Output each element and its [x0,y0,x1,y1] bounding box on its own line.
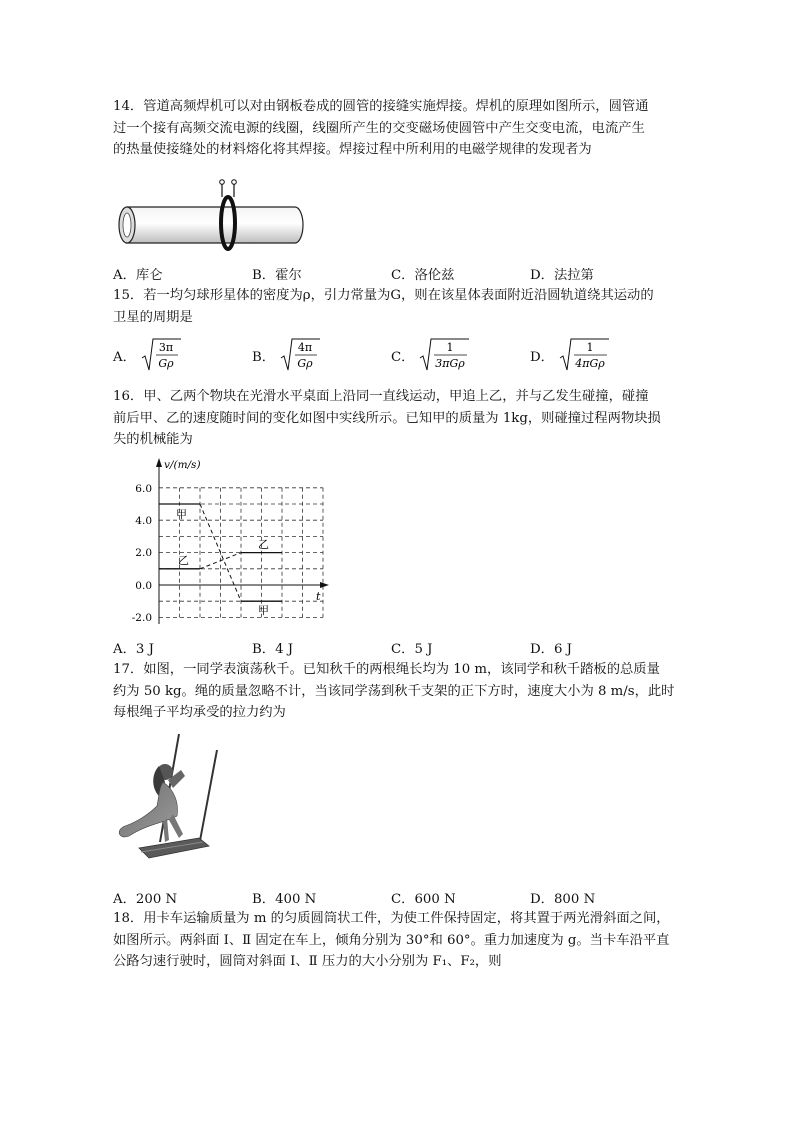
option-b[interactable]: B．4 J [252,642,294,657]
numerator: 1 [586,341,594,354]
options-15 [113,336,693,376]
options-14 [113,264,693,284]
question-line: 卫星的周期是 [113,309,193,325]
y-axis-arrow [156,458,162,467]
question-16 [113,386,688,451]
denominator: Gρ [158,357,174,370]
series-label-jia: 甲 [176,508,187,521]
denominator: Gρ [297,357,313,370]
option-a[interactable]: A．库仑 [113,268,163,283]
question-18 [113,908,688,973]
option-c[interactable] [391,336,470,374]
question-line: 18．用卡车运输质量为 m 的匀质圆筒状工件，为使工件保持固定，将其置于两光滑斜面之间， [113,911,670,926]
option-letter: B． [252,349,276,365]
option-a[interactable]: A．3 J [113,642,154,657]
question-line: 如图所示。两斜面 Ⅰ、Ⅱ 固定在车上，倾角分别为 30°和 60°。重力加速度为 g。当卡车沿平直 [113,932,670,948]
swing-figure [113,730,223,878]
question-17 [113,659,688,724]
question-line: 每根绳子平均承受的拉力约为 [113,705,286,720]
question-line: 14．管道高频焊机可以对由钢板卷成的圆管的接缝实施焊接。焊机的原理如图所示，圆管通 [113,99,649,114]
y-tick-label: 6.0 [135,483,152,495]
option-a[interactable]: A．200 N [113,892,178,907]
option-c[interactable]: C．600 N [391,892,456,907]
question-15 [113,285,688,328]
swing-rope [199,750,217,846]
option-b[interactable] [252,336,321,374]
x-axis-label: t [316,590,321,603]
question-line: 约为 50 kg。绳的质量忽略不计，当该同学荡到秋千支架的正下方时，速度大小为 8 m/s，此时 [113,683,675,699]
option-d[interactable]: D．法拉第 [530,268,594,283]
series-label-yi: 乙 [178,554,189,567]
options-16 [113,638,693,658]
sqrt-fraction [279,336,321,374]
sqrt-fraction [418,336,470,374]
question-line: 17．如图，一同学表演荡秋千。已知秋千的两根绳长均为 10 m，该同学和秋千踏板的总质量 [113,662,660,677]
y-tick-label: 0.0 [135,580,152,592]
sqrt-fraction [558,336,610,374]
y-tick-label: 4.0 [135,515,152,527]
option-d[interactable]: D．800 N [530,892,596,907]
question-14 [113,96,688,161]
question-line: 失的机械能为 [113,432,193,447]
option-c[interactable]: C．5 J [391,642,433,657]
question-line: 16．甲、乙两个物块在光滑水平桌面上沿同一直线运动，甲追上乙，并与乙发生碰撞，碰撞 [113,389,649,404]
option-a[interactable] [113,336,182,374]
question-line: 前后甲、乙的速度随时间的变化如图中实线所示。已知甲的质量为 1kg，则碰撞过程两物块损 [113,410,661,426]
option-b[interactable]: B．400 N [252,892,317,907]
option-d[interactable] [530,336,610,374]
numerator: 3π [158,341,174,354]
option-letter: A． [113,349,136,365]
option-letter: C． [391,349,415,365]
option-b[interactable]: B．霍尔 [252,268,302,283]
y-tick-label: -2.0 [131,612,152,624]
question-line: 的热量使接缝处的材料熔化将其焊接。焊接过程中所利用的电磁学规律的发现者为 [113,142,592,157]
option-d[interactable]: D．6 J [530,642,572,657]
numerator: 1 [446,341,454,354]
option-letter: D． [530,349,554,365]
option-c[interactable]: C．洛伦兹 [391,268,455,283]
denominator: 3πGρ [435,357,466,370]
x-axis-arrow [320,582,329,588]
denominator: 4πGρ [575,357,605,370]
numerator: 4π [297,341,313,354]
series-label-jia: 甲 [258,604,269,617]
pipe-body [127,207,303,243]
pipe-coil-figure [115,176,310,256]
sqrt-fraction [140,336,182,374]
question-line: 公路匀速行驶时，圆筒对斜面 Ⅰ、Ⅱ 压力的大小分别为 F₁、F₂，则 [113,954,502,969]
question-line: 15．若一均匀球形星体的密度为ρ，引力常量为G，则在该星体表面附近沿圆轨道绕其运动的 [113,288,654,303]
swing-board [139,838,209,858]
question-line: 过一个接有高频交流电源的线圈，线圈所产生的交变磁场使圆管中产生交变电流，电流产生 [113,120,645,136]
y-axis-label: v/(m/s) [164,459,201,471]
y-tick-label: 2.0 [135,547,152,559]
series-label-yi: 乙 [258,538,269,551]
options-17 [113,888,693,908]
velocity-time-chart [112,454,342,632]
